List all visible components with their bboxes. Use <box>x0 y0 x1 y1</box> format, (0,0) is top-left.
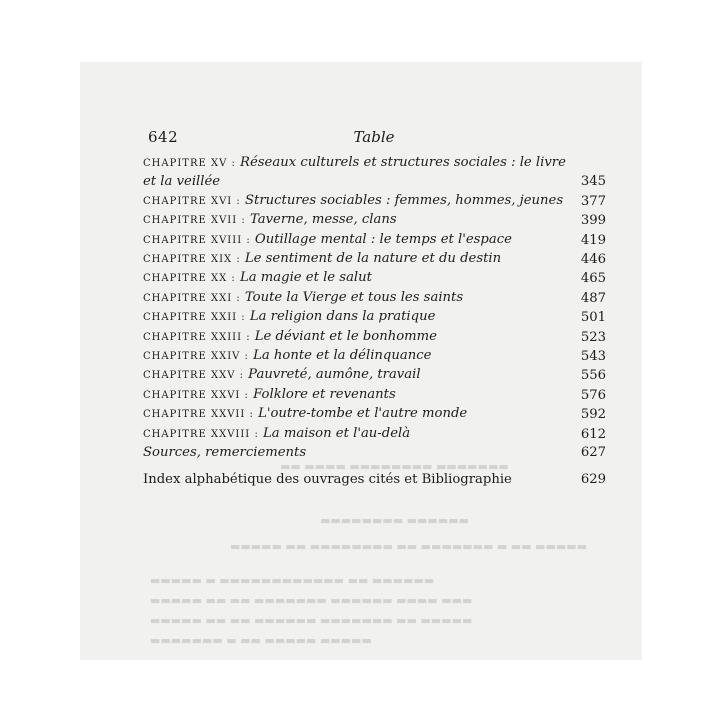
page-ref: 345 <box>580 174 606 190</box>
toc-entry <box>143 347 606 366</box>
page-ref: 556 <box>580 368 606 384</box>
chapter-label: CHAPITRE XXV : <box>143 370 244 382</box>
chapter-title: Sources, remerciements <box>143 445 307 461</box>
toc-entry <box>143 308 606 327</box>
chapter-title: La maison et l'au-delà <box>263 425 411 441</box>
page-number: 642 <box>148 128 179 146</box>
chapter-label: CHAPITRE XXVI : <box>143 389 249 401</box>
toc-entry <box>143 405 606 424</box>
toc-entry <box>143 366 606 385</box>
chapter-title: Le déviant et le bonhomme <box>254 328 437 344</box>
page-ref: 399 <box>580 213 606 229</box>
chapter-title: La religion dans la pratique <box>249 309 436 325</box>
bleed-through-text: ▬▬▬▬▬ ▬ ▬▬▬▬▬▬▬▬▬▬▬▬ ▬▬ ▬▬▬▬▬▬ <box>150 574 435 587</box>
table-of-contents <box>143 154 606 489</box>
chapter-title: Taverne, messe, clans <box>249 212 397 228</box>
page-ref: 629 <box>580 471 606 487</box>
toc-entry <box>143 231 606 250</box>
bleed-through-text: ▬▬ ▬▬▬▬ ▬▬▬▬▬▬▬▬ ▬▬▬▬▬▬▬ <box>280 460 509 473</box>
bleed-through-text: ▬▬▬▬▬ ▬▬ ▬▬ ▬▬▬▬▬▬▬ ▬▬▬▬▬▬ ▬▬▬▬ ▬▬▬ <box>150 594 473 607</box>
chapter-label: CHAPITRE XXIII : <box>143 331 251 343</box>
chapter-label: CHAPITRE XV : <box>143 158 236 169</box>
chapter-title: La magie et le salut <box>239 270 372 286</box>
page-ref: 377 <box>580 193 606 209</box>
page-ref: 501 <box>580 310 606 326</box>
chapter-title: Index alphabétique des ouvrages cités et Bibliographie <box>143 471 512 487</box>
toc-entry <box>143 250 606 269</box>
bleed-through-text: ▬▬▬▬▬▬▬ ▬ ▬▬ ▬▬▬▬▬ ▬▬▬▬▬ <box>150 634 372 647</box>
chapter-label: CHAPITRE XXI : <box>143 292 241 304</box>
chapter-title: L'outre-tombe et l'autre monde <box>258 406 468 422</box>
bleed-through-text: ▬▬▬▬▬ ▬▬ ▬▬▬▬▬▬▬▬ ▬▬ ▬▬▬▬▬▬▬ ▬ ▬▬ ▬▬▬▬▬ <box>230 540 588 553</box>
running-title: Table <box>353 128 395 146</box>
chapter-label: CHAPITRE XVI : <box>143 195 241 207</box>
chapter-label: CHAPITRE XVIII : <box>143 234 251 246</box>
toc-entry <box>143 471 606 489</box>
page-ref: 612 <box>580 426 606 442</box>
toc-entry <box>143 289 606 308</box>
bleed-through-text: ▬▬▬▬▬▬▬▬ ▬▬▬▬▬▬ <box>320 514 469 527</box>
book-page <box>80 62 642 660</box>
chapter-label: CHAPITRE XVII : <box>143 215 246 227</box>
chapter-title: Toute la Vierge et tous les saints <box>244 289 464 305</box>
toc-entry <box>143 154 606 192</box>
chapter-title: Outillage mental : le temps et l'espace <box>254 231 512 247</box>
chapter-title: La honte et la délinquance <box>253 348 432 364</box>
chapter-label: CHAPITRE XXVII : <box>143 409 254 421</box>
chapter-label: CHAPITRE XXIV : <box>143 351 249 363</box>
toc-entry <box>143 386 606 405</box>
toc-entry <box>143 425 606 444</box>
page-ref: 419 <box>580 232 606 248</box>
toc-entry <box>143 211 606 230</box>
chapter-title: Structures sociables : femmes, hommes, jeunes <box>245 192 564 208</box>
chapter-label: CHAPITRE XX : <box>143 273 236 285</box>
toc-entry <box>143 192 606 211</box>
page-ref: 446 <box>580 252 606 268</box>
page-ref: 543 <box>580 349 606 365</box>
page-ref: 576 <box>580 387 606 403</box>
page-ref: 465 <box>580 271 606 287</box>
chapter-title: Réseaux culturels et structures sociales : le livre et la veillée <box>143 155 566 190</box>
toc-entry <box>143 269 606 288</box>
chapter-title: Folklore et revenants <box>253 386 396 402</box>
page-ref: 592 <box>580 407 606 423</box>
bleed-through-text: ▬▬▬▬▬ ▬▬ ▬▬ ▬▬▬▬▬▬ ▬▬▬▬▬▬▬ ▬▬ ▬▬▬▬▬ <box>150 614 473 627</box>
chapter-label: CHAPITRE XXVIII : <box>143 428 259 440</box>
chapter-label: CHAPITRE XIX : <box>143 254 241 266</box>
chapter-label: CHAPITRE XXII : <box>143 312 246 324</box>
page-ref: 627 <box>580 445 606 461</box>
toc-entry <box>143 328 606 347</box>
chapter-title: Pauvreté, aumône, travail <box>248 367 421 383</box>
page-ref: 487 <box>580 290 606 306</box>
page-ref: 523 <box>580 329 606 345</box>
chapter-title: Le sentiment de la nature et du destin <box>244 251 502 267</box>
